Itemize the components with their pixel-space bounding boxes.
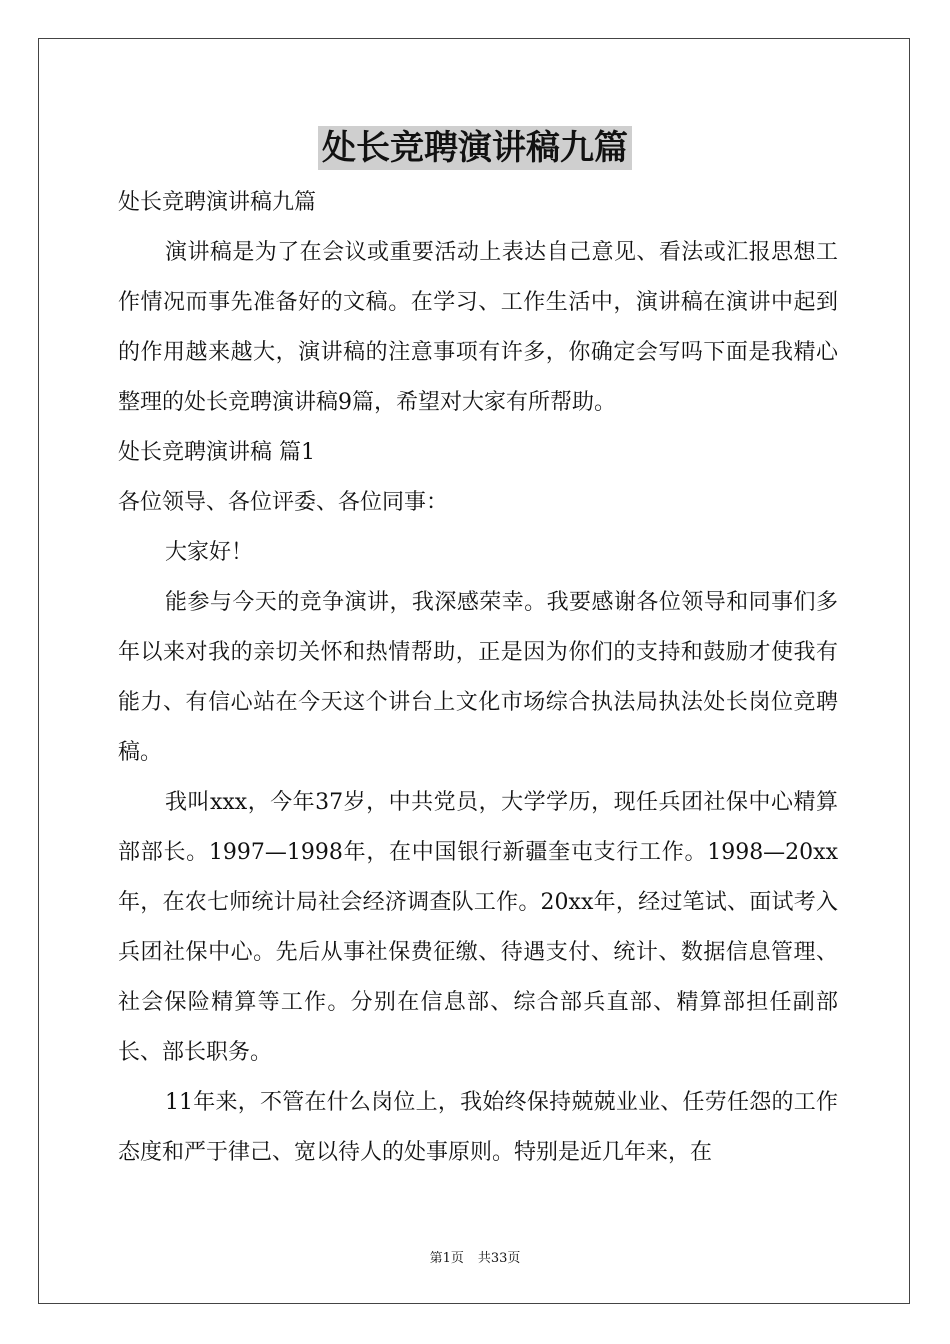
paragraph: 我叫xxx，今年37岁，中共党员，大学学历，现任兵团社保中心精算部部长。1997—1998年，在中国银行新疆奎屯支行工作。1998—20xx年，在农七师统计局社会经济调查队工作。20xx年，经过笔试、面试考入兵团社保中心。先后从事社保费征缴、待遇支付、统计、数据信息管理、社会保险精算等工作。分别在信息部、综合部兵直部、精算部担任副部长、部长职务。 [118, 790, 838, 1065]
section-heading: 处长竞聘演讲稿 篇1 [118, 440, 315, 465]
paragraph: 演讲稿是为了在会议或重要活动上表达自己意见、看法或汇报思想工作情况而事先准备好的文稿。在学习、工作生活中，演讲稿在演讲中起到的作用越来越大，演讲稿的注意事项有许多，你确定会写吗下面是我精心整理的处长竞聘演讲稿9篇，希望对大家有所帮助。 [118, 240, 838, 415]
paragraph: 11年来，不管在什么岗位上，我始终保持兢兢业业、任劳任怨的工作态度和严于律己、宽以待人的处事原则。特别是近几年来，在 [118, 1090, 838, 1165]
document-title: 处长竞聘演讲稿九篇 [318, 126, 632, 170]
salutation: 各位领导、各位评委、各位同事： [118, 490, 449, 515]
page-footer [0, 1247, 950, 1266]
page-number: 第1页 [429, 1251, 464, 1266]
paragraph: 能参与今天的竞争演讲，我深感荣幸。我要感谢各位领导和同事们多年以来对我的亲切关怀和热情帮助，正是因为你们的支持和鼓励才使我有能力、有信心站在今天这个讲台上文化市场综合执法局执法处长岗位竞聘稿。 [118, 590, 838, 765]
page-total: 共33页 [477, 1251, 521, 1266]
document-body [118, 178, 838, 1178]
title-wrap [0, 126, 950, 170]
greeting: 大家好！ [165, 540, 254, 565]
subtitle: 处长竞聘演讲稿九篇 [118, 190, 317, 215]
